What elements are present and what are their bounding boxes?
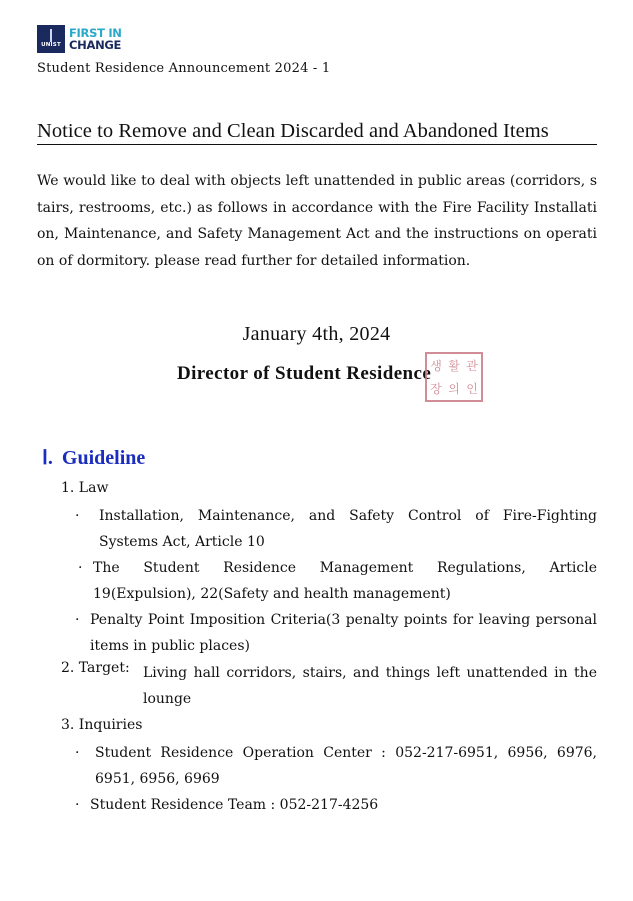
logo-org-name: UNIST [41, 42, 61, 48]
list-item [0, 503, 633, 555]
logo-slogan [69, 27, 122, 51]
official-seal-stamp [425, 352, 483, 402]
unist-logo-mark [37, 25, 65, 53]
list-item [0, 792, 633, 818]
stamp-char: 관 [466, 358, 478, 373]
stamp-char: 의 [448, 381, 460, 396]
bullet-dot: · [78, 560, 83, 576]
section-heading-guideline [42, 445, 145, 470]
section-number: Ⅰ. [42, 447, 53, 469]
law-bullet-1: Installation, Maintenance, and Safety Control of Fire-Fighting Systems Act, Article 10 [99, 508, 597, 550]
item-inquiries-heading: 3. Inquiries [61, 717, 143, 733]
signatory: Director of Student Residence [177, 363, 432, 384]
bullet-dot: · [75, 797, 80, 813]
list-item [0, 555, 633, 607]
target-text: Living hall corridors, stairs, and things left unattended in the lounge [143, 665, 597, 707]
list-item [0, 607, 633, 659]
bullet-dot: · [75, 508, 80, 524]
law-bullet-2: The Student Residence Management Regulations, Article 19(Expulsion), 22(Safety and health management) [93, 560, 597, 602]
section-title: Guideline [61, 447, 146, 469]
stamp-char: 인 [466, 381, 478, 396]
bullet-dot: · [75, 612, 80, 628]
inquiry-residence-team: Student Residence Team : 052-217-4256 [90, 797, 379, 813]
notice-date: January 4th, 2024 [242, 323, 391, 345]
law-bullet-3: Penalty Point Imposition Criteria(3 penalty points for leaving personal items in public places) [90, 612, 597, 654]
logo-slogan-line2: CHANGE [69, 38, 122, 52]
stamp-char: 생 [430, 358, 442, 373]
item-target-heading: 2. Target: [61, 660, 130, 676]
list-item [0, 740, 633, 792]
item-law-heading: 1. Law [61, 480, 109, 496]
intro-paragraph: We would like to deal with objects left unattended in public areas (corridors, stairs, restrooms, etc.) as follows in accordance with the Fire Facility Installation, Maintenance, and Safety Management Act and the instructions on operation of dormitory. please read further for detailed information. [37, 173, 597, 269]
logo-slogan-line1: FIRST IN [69, 26, 122, 40]
stamp-char: 활 [448, 358, 460, 373]
announcement-number: Student Residence Announcement 2024 - 1 [37, 61, 331, 76]
stamp-char: 장 [430, 381, 442, 396]
notice-title: Notice to Remove and Clean Discarded and Abandoned Items [37, 120, 597, 145]
inquiry-operation-center: Student Residence Operation Center : 052-217-6951, 6956, 6976, 6951, 6956, 6969 [95, 745, 597, 787]
unist-logo [37, 25, 122, 53]
bullet-dot: · [75, 745, 80, 761]
